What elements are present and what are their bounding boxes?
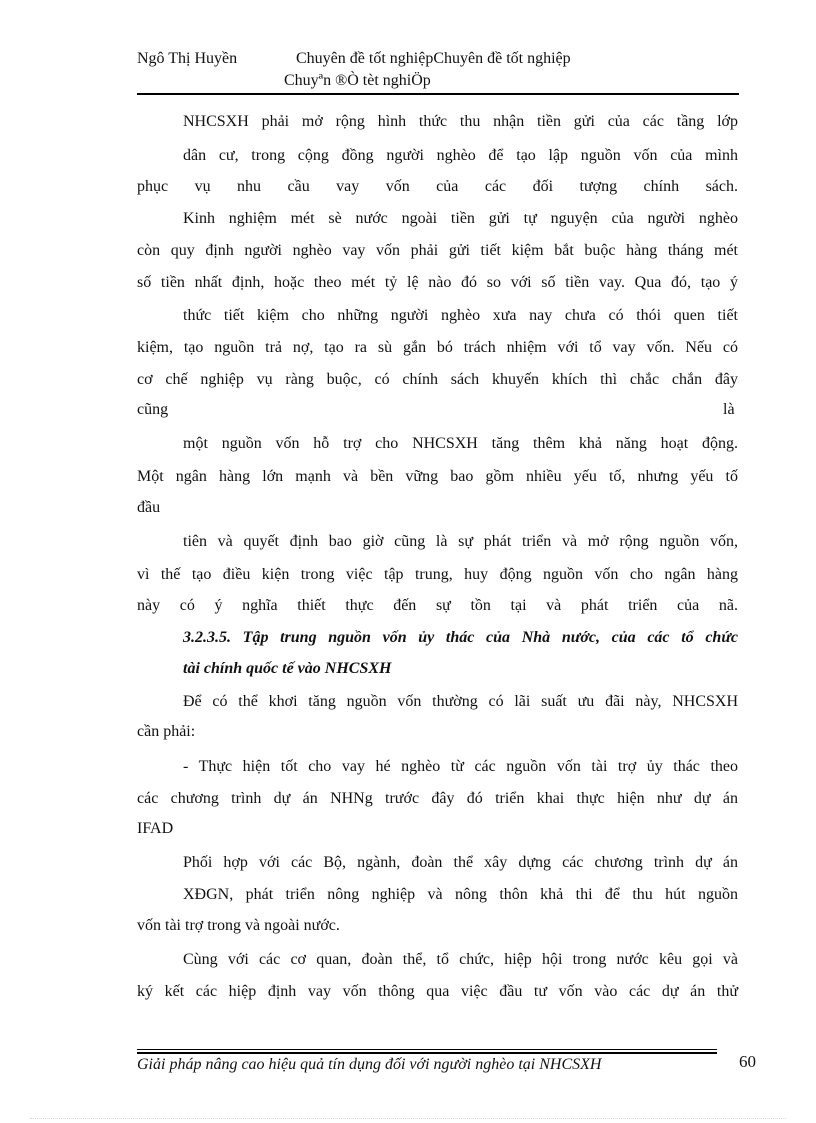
body-line: còn quy định người nghèo vay vốn phải gửi tiết kiệm bắt buộc hàng tháng mét bbox=[137, 242, 738, 259]
footer-title: Giải pháp nâng cao hiệu quả tín dụng đối với người nghèo tại NHCSXH bbox=[137, 1056, 602, 1073]
body-line: thức tiết kiệm cho những người nghèo xưa nay chưa có thói quen tiết bbox=[183, 307, 738, 324]
section-heading-cont: tài chính quốc tế vào NHCSXH bbox=[183, 660, 392, 677]
body-line: ký kết các hiệp định vay vốn thông qua việc đầu tư vốn vào các dự án thử bbox=[137, 983, 738, 1000]
header-title-garbled: Chuyªn ®Ò tèt nghiÖp bbox=[284, 72, 431, 89]
footer-rule-bottom bbox=[137, 1052, 717, 1054]
body-line: cần phải: bbox=[137, 723, 196, 740]
body-line: Một ngân hàng lớn mạnh và bền vững bao gồm nhiều yếu tố, nhưng yếu tố bbox=[137, 468, 738, 485]
body-line: Phối hợp với các Bộ, ngành, đoàn thể xây dựng các chương trình dự án bbox=[183, 854, 738, 871]
body-line: số tiền nhất định, hoặc theo mét tỷ lệ nào đó so với số tiền vay. Qua đó, tạo ý bbox=[137, 274, 738, 291]
body-line: - Thực hiện tốt cho vay hé nghèo từ các nguồn vốn tài trợ ủy thác theo bbox=[183, 758, 738, 775]
footer-rule-top bbox=[137, 1049, 717, 1050]
body-line: XĐGN, phát triển nông nghiệp và nông thôn khả thi để thu hút nguồn bbox=[183, 886, 738, 903]
body-line: này có ý nghĩa thiết thực đến sự tồn tại và phát triển của nã. bbox=[137, 597, 738, 614]
body-line: dân cư, trong cộng đồng người nghèo để tạo lập nguồn vốn của mình bbox=[183, 147, 738, 164]
body-line: kiệm, tạo nguồn trả nợ, tạo ra sù gắn bó trách nhiệm với tổ vay vốn. Nếu có bbox=[137, 339, 738, 356]
body-line: một nguồn vốn hỗ trợ cho NHCSXH tăng thêm khả năng hoạt động. bbox=[183, 435, 738, 452]
body-line: NHCSXH phải mở rộng hình thức thu nhận tiền gửi của các tầng lớp bbox=[183, 113, 738, 130]
header-author: Ngô Thị Huyền bbox=[137, 50, 238, 67]
body-line: IFAD bbox=[137, 820, 174, 837]
body-line: phục vụ nhu cầu vay vốn của các đối tượng chính sách. bbox=[137, 178, 738, 195]
body-line: đầu bbox=[137, 499, 161, 516]
body-line: Cùng với các cơ quan, đoàn thể, tổ chức, hiệp hội trong nước kêu gọi và bbox=[183, 951, 738, 968]
page-number: 60 bbox=[739, 1052, 756, 1071]
header-title: Chuyên đề tốt nghiệpChuyên đề tốt nghiệp bbox=[296, 50, 571, 67]
body-line: cũng bbox=[137, 401, 169, 418]
body-line: là bbox=[723, 401, 735, 418]
body-line: Để có thể khơi tăng nguồn vốn thường có lãi suất ưu đãi này, NHCSXH bbox=[183, 693, 738, 710]
page-edge-dots bbox=[30, 1118, 786, 1119]
header-rule bbox=[137, 93, 739, 95]
body-line: vì thế tạo điều kiện trong việc tập trung, huy động nguồn vốn cho ngân hàng bbox=[137, 566, 738, 583]
body-line: các chương trình dự án NHNg trước đây đó triển khai thực hiện như dự án bbox=[137, 790, 738, 807]
body-line: Kinh nghiệm mét sè nước ngoài tiền gửi tự nguyện của người nghèo bbox=[183, 210, 738, 227]
body-line: cơ chế nghiệp vụ ràng buộc, có chính sách khuyến khích thì chắc chắn đây bbox=[137, 371, 738, 388]
body-line: tiên và quyết định bao giờ cũng là sự phát triển và mở rộng nguồn vốn, bbox=[183, 533, 738, 550]
section-heading: 3.2.3.5. Tập trung nguồn vốn ủy thác của Nhà nước, của các tổ chức bbox=[183, 629, 738, 646]
body-line: vốn tài trợ trong và ngoài nước. bbox=[137, 917, 340, 934]
